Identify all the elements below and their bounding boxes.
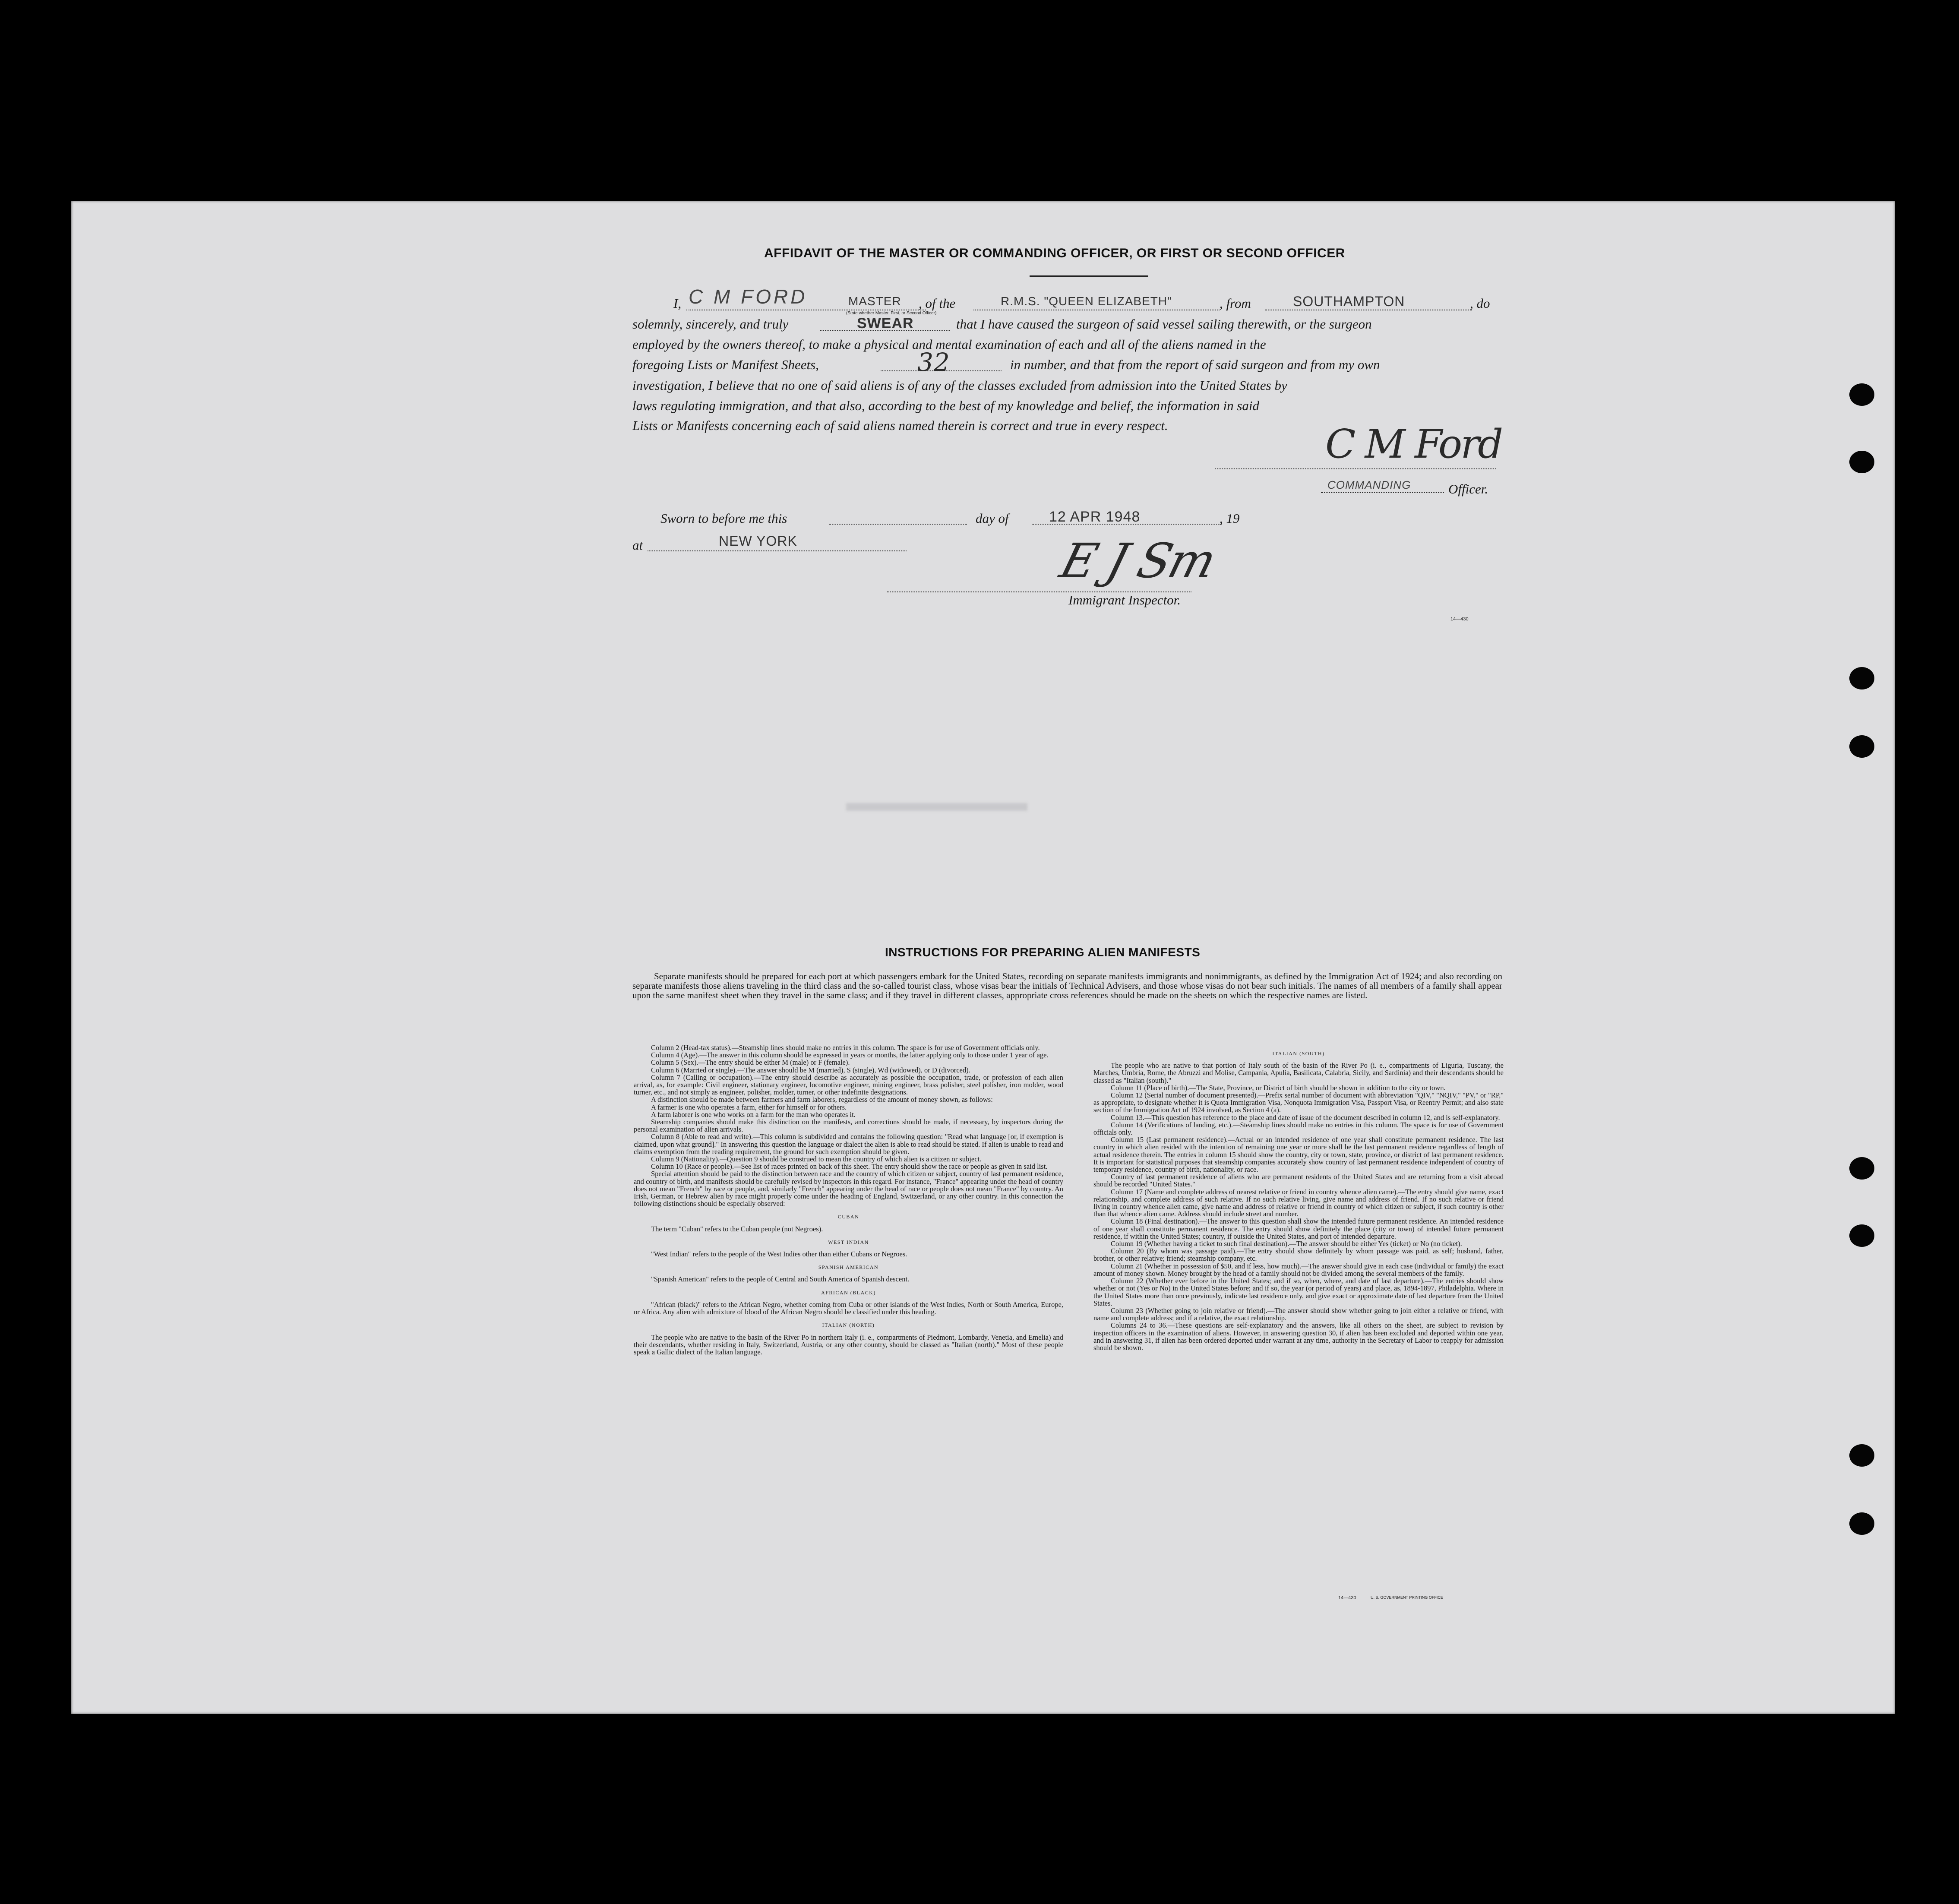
faded-stamp (846, 803, 1027, 811)
sworn-label: Sworn to before me this (660, 511, 787, 526)
instruction-paragraph: A farm laborer is one who works on a farm for the man who operates it. (651, 1110, 856, 1119)
instruction-paragraph: Column 8 (Able to read and write).—This column is subdivided and contains the following question: "Read what language [or, if exemption is claimed, upon what ground]." In answering this question the language or dialect the alien is able to read should be stated. If alien is unable to read and claims exemption from the reading requirement, the ground for such exemption should be given. (634, 1132, 1063, 1156)
footer-printer: U. S. GOVERNMENT PRINTING OFFICE (1371, 1595, 1443, 1600)
instructions-intro: Separate manifests should be prepared for each port at which passengers embark for the United States, recording on separate manifests immigrants and nonimmigrants, as defined by the Immigration Act of 1924; and also recording on separate manifests those aliens traveling in the third class and the so-called tourist class, whose visas bear the initials of Technical Advisers, and those whose visas do not bear such initials. The names of all members of a family shall appear upon the same manifest sheet when they travel in the same class; and if they travel in different classes, appropriate cross references should be made on the sheets on which the respective names are listed. (632, 971, 1502, 1000)
sworn-date: 12 APR 1948 (1049, 509, 1141, 525)
instruction-paragraph: Column 21 (Whether in possession of $50, and if less, how much).—The answer should give in each case (individual or family) the exact amount of money shown. Money brought by the head of a family should not be divided among the several members of the family. (1093, 1262, 1504, 1278)
at-label: at (632, 538, 643, 553)
instruction-paragraph: The people who are native to that portion of Italy south of the basin of the River Po (i. e., compartments of Liguria, Tuscany, the Marches, Umbria, Rome, the Abruzzi and Molise, Campania, Apulia, Basilicata, Calabria, Sicily, and Sardinia) and their descendants should be classed as "Italian (south)." (1093, 1061, 1504, 1085)
oath-blank (820, 330, 950, 331)
punch-hole (1849, 1157, 1874, 1180)
instructions-left-column (634, 1044, 1063, 1356)
sworn-day-blank (829, 524, 967, 525)
instruction-paragraph: Column 9 (Nationality).—Question 9 should be construed to mean the country of which alien is a citizen or subject. (651, 1155, 982, 1164)
instruction-paragraph: Column 5 (Sex).—The entry should be either M (male) or F (female). (651, 1058, 850, 1067)
section-heading: SPANISH AMERICAN (818, 1264, 879, 1271)
section-heading: AFRICAN (BLACK) (821, 1289, 876, 1296)
affidavit-line-7: Lists or Manifests concerning each of said aliens named therein is correct and true in every respect. (632, 418, 1168, 433)
instruction-paragraph: Column 18 (Final destination).—The answer to this question shall show the intended future permanent residence. An intended residence of one year shall constitute permanent residence. The entry should show definitely the place (city or town) of intended future permanent residence, if within the United States; country, if outside the United States, and port of intended departure. (1093, 1217, 1504, 1240)
inspector-signature: E J Sm (1054, 533, 1221, 588)
affidavit-line-2a: solemnly, sincerely, and truly (632, 316, 789, 332)
instruction-paragraph: Column 11 (Place of birth).—The State, Province, or District of birth should be shown in addition to the city or town. (1111, 1083, 1446, 1092)
instruction-paragraph: A distinction should be made between farmers and farm laborers, regardless of the amount of money shown, as follows: (651, 1095, 993, 1104)
punch-hole (1849, 667, 1874, 689)
instruction-paragraph: Steamship companies should make this distinction on the manifests, and corrections should be made, if necessary, by inspectors during the personal examination of alien arrivals. (634, 1118, 1063, 1134)
instruction-paragraph: Column 12 (Serial number of document presented).—Prefix serial number of document with abbreviation "QIV," "NQIV," "PV," or "RP," as appropriate, to designate whether it is Quota Immigration Visa, Nonquota Immigration Visa, Passport Visa, or Reentry Permit; and also state section of the Immigration Act of 1924 involved, as Section 4 (a). (1093, 1091, 1504, 1114)
day-of-label: day of (976, 511, 1009, 526)
instruction-paragraph: "West Indian" refers to the people of the West Indies other than either Cubans or Negroes. (651, 1250, 907, 1259)
instruction-paragraph: Column 14 (Verifications of landing, etc.).—Steamship lines should make no entries in this column. The space is for use of Government officials only. (1093, 1120, 1504, 1137)
instruction-paragraph: Column 19 (Whether having a ticket to such final destination).—The answer should be either Yes (ticket) or No (no ticket). (1111, 1240, 1462, 1248)
instruction-paragraph: Column 7 (Calling or occupation).—The entry should describe as accurately as possible the occupation, trade, or profession of each alien arrival, as, for example: Civil engineer, stationary engineer, locomotive engineer, mining engineer, brass polisher, steel polisher, iron molder, wood turner, etc., and not simply as engineer, polisher, molder, turner, or other indefinite designations. (634, 1073, 1063, 1097)
instructions-title: INSTRUCTIONS FOR PREPARING ALIEN MANIFESTS (885, 946, 1201, 959)
punch-hole (1849, 1512, 1874, 1535)
instruction-paragraph: Column 20 (By whom was passage paid).—The entry should show definitely by whom passage was paid, as self; husband, father, brother, or other relative; friend; steamship company, etc. (1093, 1247, 1504, 1263)
section-heading: ITALIAN (NORTH) (822, 1322, 875, 1328)
instruction-paragraph: Columns 24 to 36.—These questions are self-explanatory and the answers, like all others on the sheet, are subject to revision by inspection officers in the examination of aliens. However, in answering question 30, if alien has been excluded and deported within one year, and in answering 31, if alien has been ordered deported under warrant at any time, authority in the Secretary of Labor to reapply for admission should be shown. (1093, 1321, 1504, 1352)
sheets-count: 32 (917, 348, 950, 377)
oath-value: SWEAR (857, 315, 914, 332)
from-label: , from (1220, 296, 1251, 311)
instruction-paragraph: Column 13.—This question has reference to the place and date of issue of the document described in column 12, and is self-explanatory. (1111, 1113, 1500, 1122)
instruction-paragraph: "Spanish American" refers to the people of Central and South America of Spanish descent. (651, 1275, 910, 1284)
instruction-paragraph: The people who are native to the basin of the River Po in northern Italy (i. e., compartments of Piedmont, Lombardy, Venetia, and Emelia) and their descendants, whether residing in Italy, Switzerland, Austria, or any other country, should be classed as "Italian (north)." Most of these people speak a Gallic dialect of the Italian language. (634, 1333, 1063, 1356)
title-rule (1030, 275, 1148, 277)
instruction-paragraph: Column 23 (Whether going to join relative or friend).—The answer should show whether going to join either a relative or friend, with name and complete address; and if a relative, the exact relationship. (1093, 1306, 1504, 1322)
punch-hole (1849, 383, 1874, 406)
instruction-paragraph: Special attention should be paid to the distinction between race and the country of which citizen or subject, country of last permanent residence, and country of birth, and manifests should be carefully revised by inspectors in this regard. For instance, "France" appearing under the head of country does not mean "French" by race or people, and, similarly "French" appearing under the head of race or people does not mean "France" by country. An Irish, German, or Hebrew alien by race might properly come under the heading of England, Switzerland, or any other country. In this connection the following distinctions should be especially observed: (634, 1170, 1063, 1208)
sworn-place: NEW YORK (719, 533, 797, 549)
affidavit-i: I, (673, 296, 682, 311)
punch-hole (1849, 1224, 1874, 1247)
port-name: SOUTHAMPTON (1293, 294, 1405, 309)
affidavit-line-2b: that I have caused the surgeon of said vessel sailing therewith, or the surgeon (956, 316, 1372, 332)
affidavit-title: AFFIDAVIT OF THE MASTER OR COMMANDING OFFICER, OR FIRST OR SECOND OFFICER (764, 246, 1345, 260)
instruction-paragraph: Column 2 (Head-tax status).—Steamship lines should make no entries in this column. The space is for use of Government officials only. (651, 1044, 1040, 1052)
instruction-paragraph: A farmer is one who operates a farm, either for himself or for others. (651, 1103, 847, 1111)
place-blank (648, 550, 907, 551)
rank-caption: (State whether Master, First, or Second Officer) (846, 311, 937, 316)
punch-hole (1849, 735, 1874, 758)
instruction-paragraph: Country of last permanent residence of aliens who are permanent residents of the United States and are returning from a visit abroad should be recorded "United States." (1093, 1173, 1504, 1189)
instruction-paragraph: Column 15 (Last permanent residence).—Actual or an intended residence of one year shall constitute permanent residence. The last country in which alien resided with the intention of remaining one year or more shall be the last permanent residence regardless of length of actual residence therein. The entries in column 15 should show the country, city or town, state, province, or district of last permanent residence. It is important for statistical purposes that steamship companies accurately show country of last permanent residence independent of country of temporary residence, country of birth, nationality, or race. (1093, 1135, 1504, 1174)
punch-hole (1849, 1444, 1874, 1467)
affidavit-line-5: investigation, I believe that no one of said aliens is of any of the classes excluded from admission into the United States by (632, 378, 1287, 393)
instruction-paragraph: Column 4 (Age).—The answer in this column should be expressed in years or months, the latter applying only to those under 1 year of age. (651, 1051, 1049, 1060)
rank-value: MASTER (848, 294, 901, 308)
master-name: C M FORD (689, 285, 808, 308)
instructions-right-column (1093, 1044, 1504, 1351)
instruction-paragraph: Column 17 (Name and complete address of nearest relative or friend in country whence alien came).—The entry should give name, exact relationship, and complete address of such relative. If no such relative living, give name and address of friend. If no such relative or friend living in country whence alien came, give name and address of relative or friend in country of which citizen or subject, if such country is other than that whence alien came. Address should include street and number. (1093, 1187, 1504, 1218)
affidavit-line-6: laws regulating immigration, and that also, according to the best of my knowledge and belief, the information in said (632, 398, 1260, 413)
instruction-paragraph: The term "Cuban" refers to the Cuban people (not Negroes). (651, 1224, 823, 1233)
instruction-paragraph: Column 10 (Race or people).—See list of races printed on back of this sheet. The entry should show the race or people as given in said list. (651, 1162, 1048, 1171)
footer-form-number: 14—430 (1338, 1595, 1356, 1600)
officer-rank: COMMANDING (1327, 478, 1411, 491)
do-label: , do (1470, 296, 1490, 311)
of-the-label: , of the (919, 296, 956, 311)
affidavit-line-3: employed by the owners thereof, to make a physical and mental examination of each and all of the aliens named in the (632, 337, 1266, 352)
year-label: , 19 (1220, 511, 1240, 526)
master-signature: C M Ford (1325, 421, 1502, 467)
punch-hole (1849, 451, 1874, 473)
affidavit-line-4a: foregoing Lists or Manifest Sheets, (632, 357, 819, 372)
instruction-paragraph: Column 22 (Whether ever before in the United States; and if so, when, where, and date of last departure).—The entries should show whether or not (Yes or No) in the United States before; and if so, the year (or period of years) and place, as, 1894-1897, Philadelphia. Where in the United States more than once previously, indicate last residence only, and give exact or approximate date of last departure from the United States. (1093, 1277, 1504, 1307)
section-heading: WEST INDIAN (828, 1239, 869, 1245)
section-heading: CUBAN (837, 1214, 859, 1220)
officer-blank (1321, 492, 1444, 493)
inspector-label: Immigrant Inspector. (1068, 592, 1181, 607)
officer-label: Officer. (1448, 481, 1488, 497)
instruction-paragraph: "African (black)" refers to the African Negro, whether coming from Cuba or other islands of the West Indies, North or South America, Europe, or Africa. Any alien with admixture of blood of the African Negro should be classified under this heading. (634, 1300, 1063, 1316)
signature-line (1215, 468, 1496, 469)
instruction-paragraph: Column 6 (Married or single).—The answer should be M (married), S (single), Wd (widowed), or D (divorced). (651, 1066, 970, 1074)
form-number: 14—430 (1450, 617, 1469, 622)
section-heading: ITALIAN (SOUTH) (1272, 1050, 1325, 1056)
affidavit-line-4b: in number, and that from the report of said surgeon and from my own (1010, 357, 1380, 372)
ship-name: R.M.S. "QUEEN ELIZABETH" (1001, 294, 1172, 308)
